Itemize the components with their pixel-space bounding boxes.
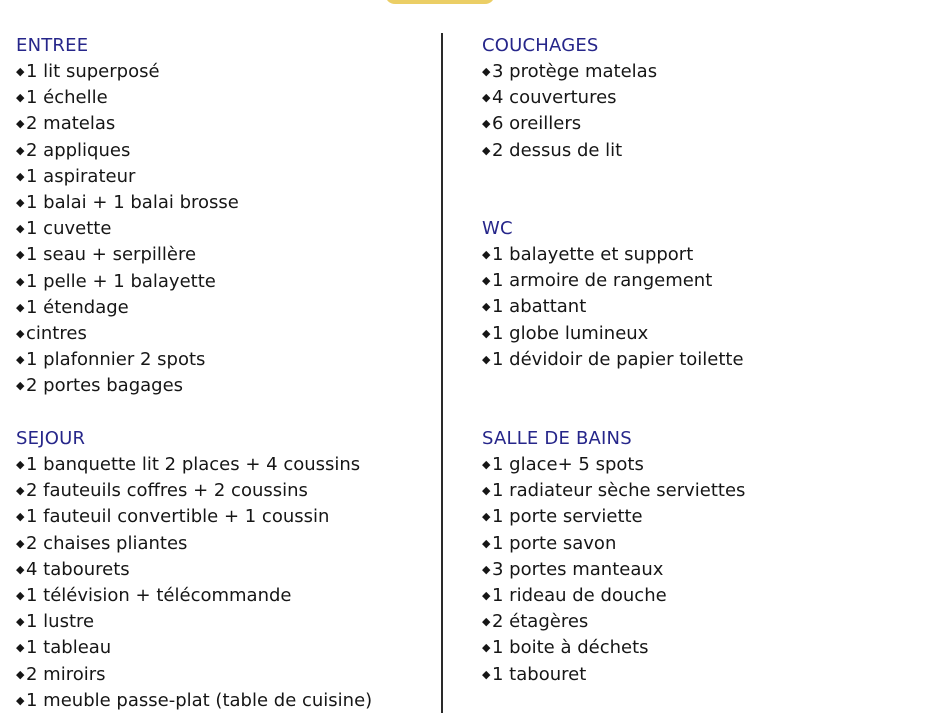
list-item [482,662,922,688]
list-item [16,321,456,347]
list-item [16,688,456,714]
list-item-text: 1 lit superposé [26,61,160,82]
bullet-diamond-icon: ◆ [482,300,491,314]
section-heading-wc: WC [482,218,513,239]
list-item-text: 1 globe lumineux [492,322,649,344]
section-heading-entree: ENTREE [16,35,89,56]
bullet-diamond-icon: ◆ [16,143,25,157]
list-item [16,190,456,216]
list-item-text: cintres [26,322,87,344]
list-item [16,164,456,190]
bullet-diamond-icon: ◆ [482,458,491,471]
bullet-diamond-icon: ◆ [16,353,25,367]
list-item [16,295,456,321]
bullet-diamond-icon: ◆ [16,458,25,471]
list-item [482,321,922,347]
bullet-diamond-icon: ◆ [482,588,491,602]
list-item-text: 2 appliques [26,139,131,161]
list-item-text: 2 portes bagages [26,375,184,397]
item-list-sejour [16,452,456,714]
cropped-title-fragment [385,0,495,4]
list-item-text: 1 porte serviette [492,506,643,528]
list-item-text: 3 portes manteaux [492,558,664,580]
list-item [482,59,922,85]
bullet-diamond-icon: ◆ [16,65,25,78]
list-item-text: 1 tableau [26,637,112,659]
bullet-diamond-icon: ◆ [482,65,491,78]
list-item-text: 1 balayette et support [492,244,694,265]
list-item-text: 1 aspirateur [26,165,136,187]
list-item [482,504,922,530]
item-list-salle-de-bains [482,452,922,688]
bullet-diamond-icon: ◆ [16,248,25,262]
list-item-text: 2 matelas [26,113,116,135]
bullet-diamond-icon: ◆ [16,169,25,183]
bullet-diamond-icon: ◆ [16,300,25,314]
section-entree [16,33,456,399]
list-item-text: 1 rideau de douche [492,584,667,606]
list-item [482,478,922,504]
list-item [16,216,456,242]
list-item-text: 6 oreillers [492,113,582,135]
list-item [482,531,922,557]
section-heading-salle-de-bains: SALLE DE BAINS [482,428,632,449]
list-item-text: 1 dévidoir de papier toilette [492,348,744,370]
bullet-diamond-icon: ◆ [16,484,25,498]
list-item [482,294,922,320]
list-item-text: 1 seau + serpillère [26,244,197,266]
item-list-wc [482,242,922,373]
bullet-diamond-icon: ◆ [482,667,491,681]
list-item [16,59,456,85]
list-item [482,452,922,478]
list-item [16,557,456,583]
section-wc [482,216,922,373]
list-item [482,635,922,661]
section-salle-de-bains [482,426,922,688]
bullet-diamond-icon: ◆ [482,91,491,105]
section-sejour [16,426,456,714]
section-heading-couchages: COUCHAGES [482,35,599,56]
list-item-text: 1 radiateur sèche serviettes [492,480,746,502]
item-list-couchages [482,59,922,164]
list-item [482,609,922,635]
bullet-diamond-icon: ◆ [16,510,25,524]
bullet-diamond-icon: ◆ [16,641,25,655]
bullet-diamond-icon: ◆ [482,248,491,261]
list-item [482,138,922,164]
list-item-text: 1 pelle + 1 balayette [26,270,216,292]
list-item [16,504,456,530]
list-item [16,478,456,504]
bullet-diamond-icon: ◆ [482,143,491,157]
list-item-text: 1 glace+ 5 spots [492,454,644,475]
list-item [482,242,922,268]
list-item-text: 4 tabourets [26,558,130,580]
bullet-diamond-icon: ◆ [482,484,491,498]
bullet-diamond-icon: ◆ [16,117,25,131]
list-item-text: 1 étendage [26,296,129,318]
bullet-diamond-icon: ◆ [482,615,491,629]
list-item-text: 1 banquette lit 2 places + 4 coussins [26,454,361,475]
list-item-text: 1 télévision + télécommande [26,584,292,606]
bullet-diamond-icon: ◆ [482,510,491,524]
list-item [482,111,922,137]
list-item-text: 2 fauteuils coffres + 2 coussins [26,480,308,502]
list-item-text: 2 chaises pliantes [26,532,188,554]
section-couchages [482,33,922,164]
list-item-text: 1 meuble passe-plat (table de cuisine) [26,689,373,711]
bullet-diamond-icon: ◆ [16,222,25,236]
list-item [16,662,456,688]
list-item-text: 4 couvertures [492,87,617,109]
list-item-text: 1 tabouret [492,663,587,685]
list-item [16,138,456,164]
list-item-text: 3 protège matelas [492,61,658,82]
bullet-diamond-icon: ◆ [16,667,25,681]
list-item [16,609,456,635]
list-item [16,635,456,661]
bullet-diamond-icon: ◆ [482,536,491,550]
list-item [16,242,456,268]
bullet-diamond-icon: ◆ [16,615,25,629]
list-item [482,583,922,609]
list-item-text: 1 plafonnier 2 spots [26,349,206,371]
list-item-text: 1 fauteuil convertible + 1 coussin [26,506,330,528]
bullet-diamond-icon: ◆ [482,352,491,366]
list-item [16,373,456,399]
section-heading-sejour: SEJOUR [16,428,86,449]
list-item-text: 1 boite à déchets [492,637,649,659]
bullet-diamond-icon: ◆ [482,326,491,340]
bullet-diamond-icon: ◆ [16,588,25,602]
bullet-diamond-icon: ◆ [482,117,491,131]
list-item [482,268,922,294]
list-item-text: 2 miroirs [26,663,106,685]
list-item [16,111,456,137]
bullet-diamond-icon: ◆ [482,641,491,655]
list-item-text: 2 étagères [492,611,589,633]
list-item-text: 2 dessus de lit [492,139,623,161]
list-item [16,347,456,373]
bullet-diamond-icon: ◆ [16,562,25,576]
list-item-text: 1 lustre [26,611,95,633]
list-item [16,531,456,557]
list-item [16,583,456,609]
bullet-diamond-icon: ◆ [16,91,25,105]
bullet-diamond-icon: ◆ [16,326,25,340]
list-item-text: 1 cuvette [26,218,112,240]
bullet-diamond-icon: ◆ [16,693,25,707]
bullet-diamond-icon: ◆ [16,274,25,288]
list-item [482,85,922,111]
list-item-text: 1 balai + 1 balai brosse [26,191,239,213]
list-item-text: 1 armoire de rangement [492,270,713,292]
list-item [16,85,456,111]
list-item-text: 1 porte savon [492,532,617,554]
list-item [482,347,922,373]
list-item [16,269,456,295]
list-item [482,557,922,583]
bullet-diamond-icon: ◆ [482,274,491,288]
bullet-diamond-icon: ◆ [16,195,25,209]
list-item-text: 1 abattant [492,296,587,318]
bullet-diamond-icon: ◆ [482,562,491,576]
list-item-text: 1 échelle [26,87,108,109]
bullet-diamond-icon: ◆ [16,379,25,393]
bullet-diamond-icon: ◆ [16,536,25,550]
item-list-entree [16,59,456,399]
list-item [16,452,456,478]
